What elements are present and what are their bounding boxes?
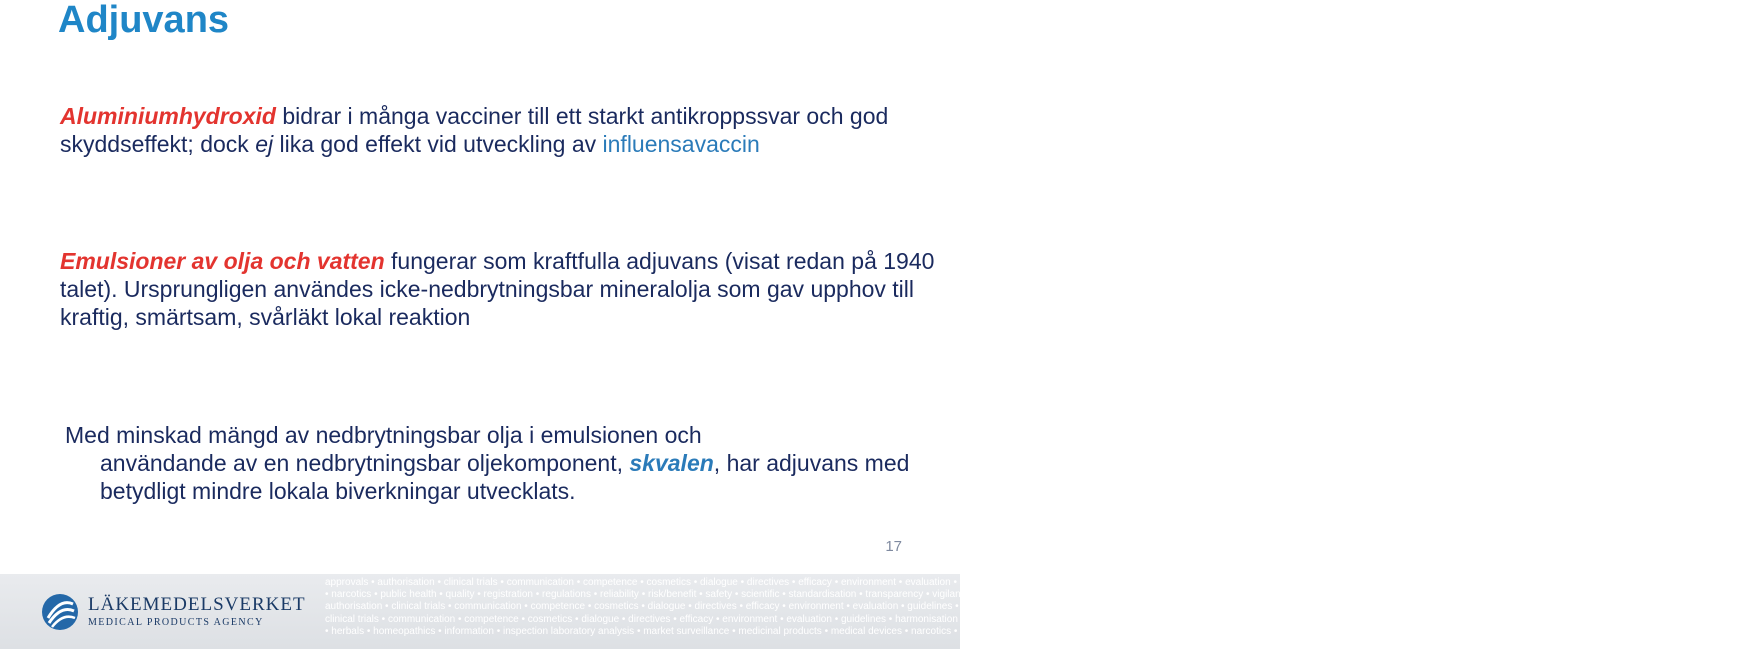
logo-mark-icon xyxy=(40,592,80,632)
keyword-line: authorisation • clinical trials • communication • competence • cosmetics • dialogue • directives • efficacy • environment • evaluation • guidelines • harmonisation • xyxy=(325,601,1031,613)
paragraph-skvalen-line1: Med minskad mängd av nedbrytningsbar olja i emulsionen och xyxy=(65,422,702,448)
keyword-line: • narcotics • public health • quality • registration • regulations • reliability • risk/benefit • safety • scientific • standardisation • transparency • vigilance • approvals xyxy=(325,589,1024,601)
paragraph-skvalen xyxy=(65,421,925,505)
keyword-line: approvals • authorisation • clinical trials • communication • competence • cosmetics • dialogue • directives • efficacy • environment • evaluation • guidelines • harmonisation • health economics • herbals • homeopathics • information • inspection laboratory analysis • market surveillance • medicinal products • medical devices xyxy=(325,577,1743,588)
paragraph-aluminium-text-a: bidrar i många vacciner till ett starkt antikroppssvar och god skyddseffekt; dock xyxy=(60,103,889,157)
logo-subtitle: MEDICAL PRODUCTS AGENCY xyxy=(88,617,264,628)
paragraph-skvalen-body xyxy=(65,449,925,505)
paragraph-skvalen-text-a: användande av en nedbrytningsbar oljekomponent, xyxy=(100,450,630,476)
paragraph-aluminium-text-b: lika god effekt vid utveckling av xyxy=(273,131,603,157)
footer-band xyxy=(0,574,1743,649)
link-skvalen[interactable]: skvalen xyxy=(629,450,714,476)
emphasis-ej: ej xyxy=(255,131,274,157)
paragraph-emulsioner-text: fungerar som kraftfulla adjuvans (visat redan på 1940 talet). Ursprungligen användes icke-nedbrytningsbar mineralolja som gav upphov till kraftig, smärtsam, svårläkt lokal reaktion xyxy=(60,248,935,330)
logo-name: LÄKEMEDELSVERKET xyxy=(88,594,306,615)
term-emulsioner: Emulsioner av olja och vatten xyxy=(60,248,385,274)
paragraph-aluminium xyxy=(60,102,910,158)
paragraph-emulsioner xyxy=(60,247,940,331)
term-aluminiumhydroxid: Aluminiumhydroxid xyxy=(60,103,276,129)
page-number: 17 xyxy=(885,538,902,555)
keyword-line: clinical trials • communication • competence • cosmetics • dialogue • directives • efficacy • environment • evaluation • guidelines • harmonisation • health economics xyxy=(325,613,1045,625)
slide-title: Adjuvans xyxy=(58,0,230,41)
paragraph-skvalen-text-b: , har adjuvans med betydligt mindre lokala biverkningar utvecklats. xyxy=(100,450,910,504)
lakemedelsverket-logo xyxy=(40,592,306,636)
keyword-band xyxy=(325,577,1743,638)
keyword-line: • herbals • homeopathics • information • inspection laboratory analysis • market surveillance • medicinal products • medical devices • narcotics • public health xyxy=(325,625,1017,637)
link-influensavaccin[interactable]: influensavaccin xyxy=(602,131,760,157)
